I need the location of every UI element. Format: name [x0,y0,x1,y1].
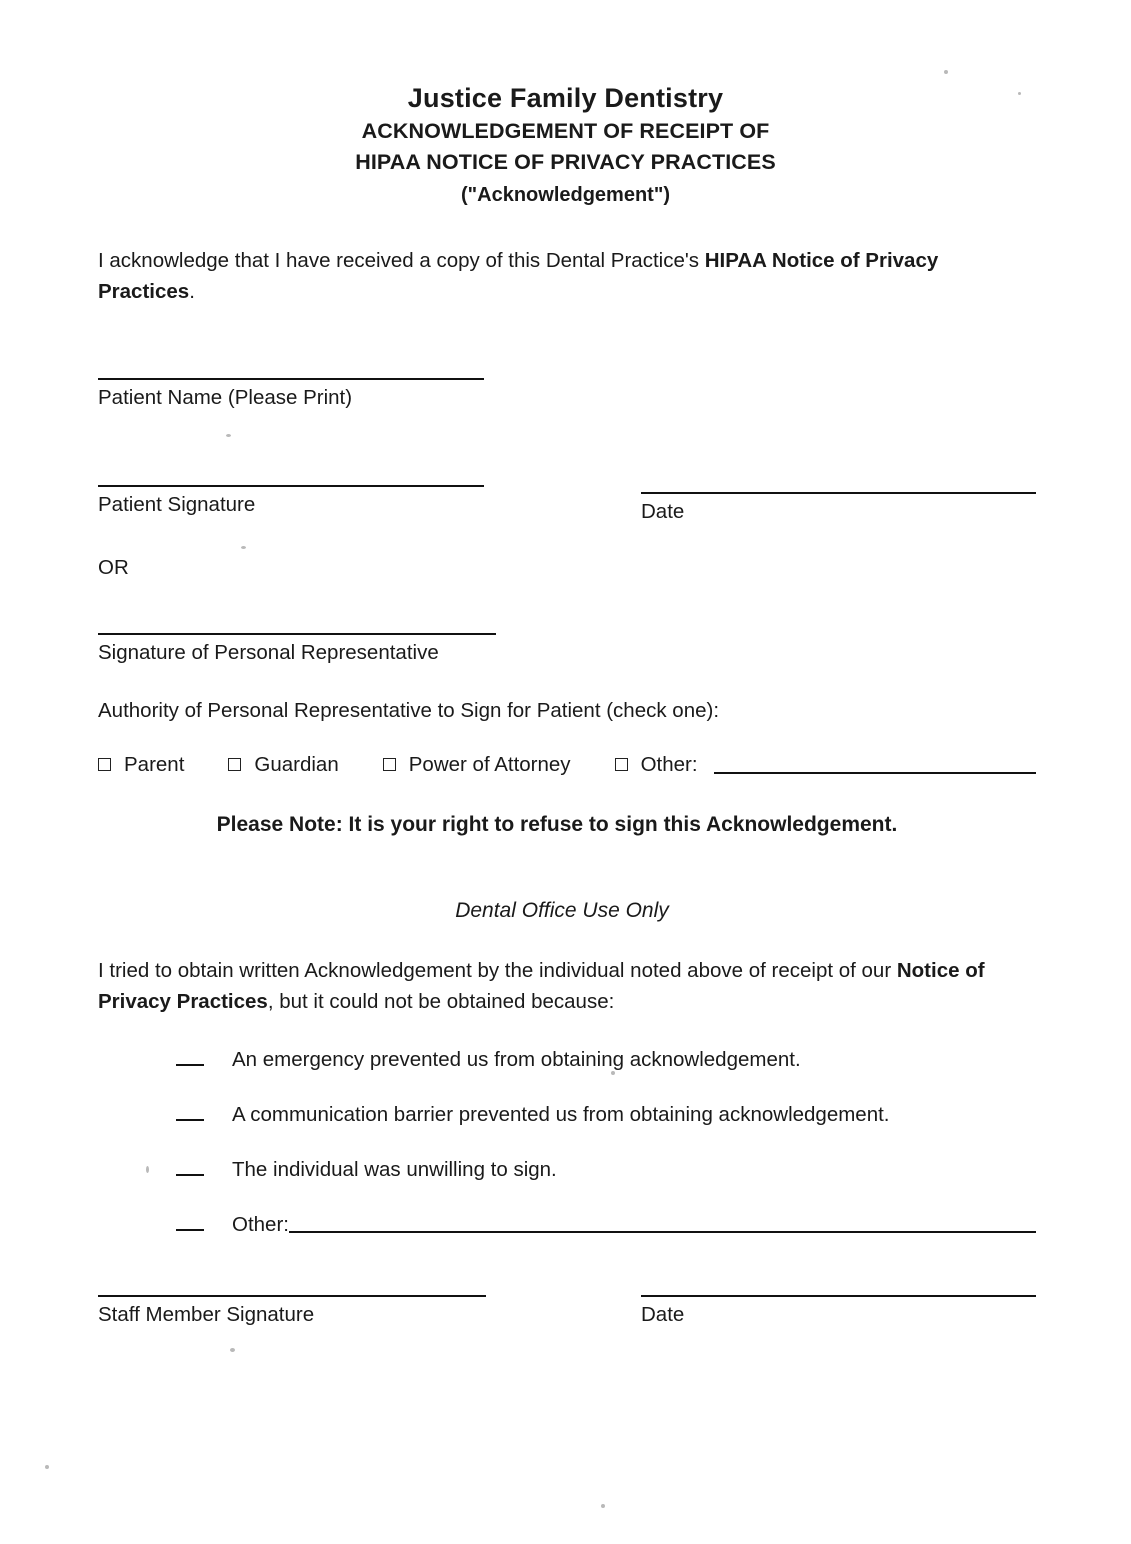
scan-speck [1018,92,1021,95]
personal-rep-signature-label: Signature of Personal Representative [98,640,439,664]
personal-rep-signature-block [98,633,1036,667]
acknowledgement-bold-text: HIPAA Notice of Privacy Practices [98,249,939,303]
office-use-text-part-1: I tried to obtain written Acknowledgement by the individual noted above of receipt of our [98,958,897,982]
scan-speck [230,1348,235,1352]
patient-date-input[interactable] [641,492,1036,494]
authority-options-row [98,753,1036,777]
document-title-line-3: ("Acknowledgement") [461,184,670,207]
staff-signature-input[interactable] [98,1295,486,1297]
or-label: OR [98,555,129,579]
authority-option-label-power-of-attorney: Power of Attorney [408,752,571,776]
reasons-list [98,1048,1036,1237]
office-use-text-part-2: , but it could not be obtained because: [267,989,615,1013]
authority-option-label-other: Other: [640,752,698,776]
reason-item-emergency [98,1048,1036,1072]
acknowledgement-text-before: I acknowledge that I have received a copy of this Dental Practice's [98,249,705,273]
reason-item-other [98,1213,1036,1237]
scan-speck [146,1166,149,1173]
patient-signature-label: Patient Signature [98,493,256,517]
staff-date-input[interactable] [641,1295,1036,1297]
office-use-paragraph [98,955,1036,1017]
document-body [0,246,1131,1329]
checkbox-other[interactable] [615,758,628,771]
checkbox-power-of-attorney[interactable] [383,758,396,771]
patient-signature-input[interactable] [98,485,484,487]
document-title-line-1: ACKNOWLEDGEMENT OF RECEIPT OF [361,118,770,143]
reason-label-communication-barrier: A communication barrier prevented us from obtaining acknowledgement. [232,1102,890,1126]
reason-item-unwilling [98,1158,1036,1182]
authority-option-label-parent: Parent [124,752,185,776]
reason-item-communication-barrier [98,1103,1036,1127]
scan-speck [241,546,246,549]
staff-signature-row [98,1295,1036,1329]
scan-speck [601,1504,605,1508]
reason-checkbox-unwilling[interactable] [176,1174,204,1176]
reason-checkbox-communication-barrier[interactable] [176,1119,204,1121]
scan-speck [45,1465,49,1469]
spacer [484,485,641,526]
reason-label-other: Other: [232,1212,289,1236]
checkbox-guardian[interactable] [228,758,241,771]
acknowledgement-paragraph [98,246,1036,308]
scan-speck [226,434,231,437]
dental-office-use-only-heading: Dental Office Use Only [455,898,669,922]
acknowledgement-text-after: . [189,279,195,303]
staff-date-label: Date [641,1302,685,1326]
authority-option-label-guardian: Guardian [254,752,339,776]
spacer [486,1295,641,1329]
document-header [0,0,1131,212]
staff-signature-label: Staff Member Signature [98,1302,315,1326]
organization-name: Justice Family Dentistry [407,83,724,113]
patient-date-label: Date [641,500,685,524]
patient-name-field-block [98,378,1036,412]
refuse-to-sign-note: Please Note: It is your right to refuse to sign this Acknowledgement. [216,812,898,836]
reason-checkbox-emergency[interactable] [176,1064,204,1066]
authority-other-input[interactable] [714,755,1036,774]
reason-label-emergency: An emergency prevented us from obtaining acknowledgement. [232,1047,801,1071]
checkbox-parent[interactable] [98,758,111,771]
authority-label: Authority of Personal Representative to Sign for Patient (check one): [98,698,720,722]
document-title-line-2: HIPAA NOTICE OF PRIVACY PRACTICES [355,149,776,174]
patient-signature-row [98,485,1036,526]
patient-name-label: Patient Name (Please Print) [98,385,353,409]
personal-rep-signature-input[interactable] [98,633,496,635]
scan-speck [944,70,948,74]
scan-speck [611,1071,615,1075]
reason-other-input[interactable] [289,1213,1036,1233]
reason-label-unwilling: The individual was unwilling to sign. [232,1157,557,1181]
reason-checkbox-other[interactable] [176,1229,204,1231]
patient-name-input[interactable] [98,378,484,380]
office-use-bold-text: Notice of Privacy Practices [98,958,985,1013]
